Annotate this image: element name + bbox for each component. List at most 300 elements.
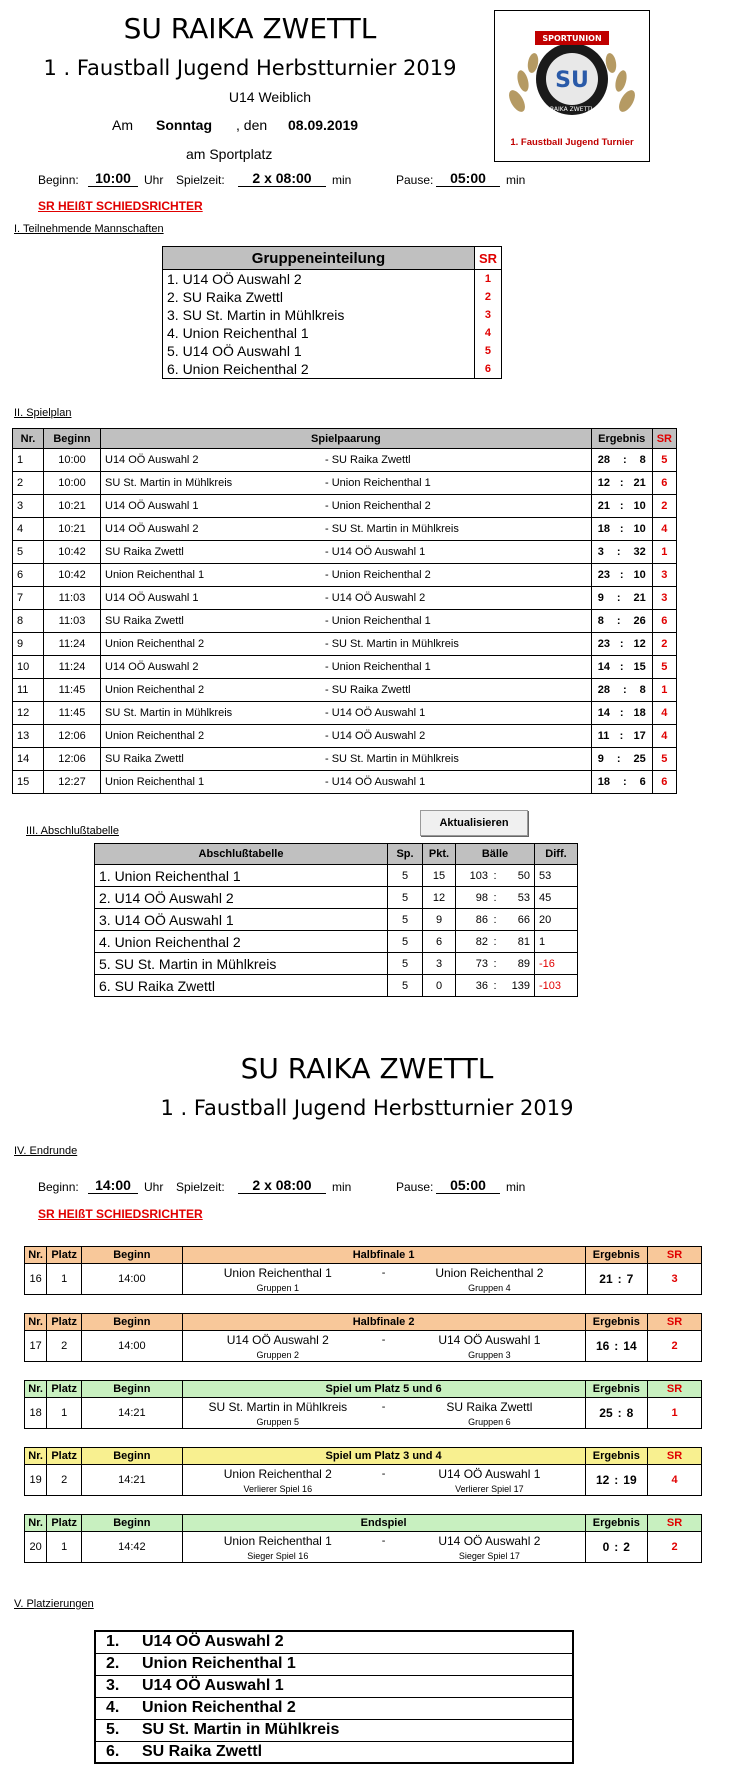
- game-row: [13, 702, 677, 725]
- final-title: Spiel um Platz 3 und 4: [182, 1448, 585, 1465]
- logo-letters: SU: [555, 68, 589, 93]
- game-team-a: SU St. Martin in Mühlkreis: [101, 702, 322, 725]
- score-sep: :: [619, 707, 624, 719]
- ranking-row: [95, 1741, 573, 1763]
- club-logo: [494, 10, 650, 162]
- game-score: [592, 523, 652, 535]
- game-sr: 4: [652, 702, 676, 725]
- venue-label: am Sportplatz: [186, 146, 273, 162]
- final-col-platz: Platz: [47, 1247, 82, 1264]
- standings-balls-sep: :: [492, 953, 498, 975]
- spielzeit-value: 2 x 08:00: [238, 170, 326, 187]
- standings-balls-sep: :: [492, 975, 498, 997]
- final-sub-b: Gruppen 6: [394, 1416, 585, 1429]
- game-team-b: - SU St. Martin in Mühlkreis: [321, 748, 591, 771]
- final-score-sep: :: [617, 1406, 622, 1420]
- score-sep: :: [619, 638, 624, 650]
- standings-pkt: 12: [423, 887, 456, 909]
- standings-row: [95, 975, 578, 997]
- final-team-b: Union Reichenthal 2: [394, 1264, 585, 1283]
- game-sr: 4: [652, 725, 676, 748]
- final-score-b: 8: [626, 1406, 634, 1420]
- final-dash: -: [373, 1398, 394, 1417]
- score-a: 21: [597, 500, 610, 512]
- final-game-table: [24, 1246, 702, 1295]
- logo-ring-text: RAIKA ZWETTL: [549, 106, 595, 113]
- club-title: SU RAIKA ZWETTL: [123, 12, 377, 45]
- game-team-a: SU Raika Zwettl: [101, 610, 322, 633]
- final-sr: 2: [648, 1532, 702, 1563]
- den-label: , den: [236, 117, 268, 133]
- final-col-sr: SR: [648, 1381, 702, 1398]
- score-a: 23: [597, 569, 610, 581]
- score-sep: :: [619, 523, 624, 535]
- tournament-title-2: 1 . Faustball Jugend Herbstturnier 2019: [160, 1096, 574, 1120]
- game-time: 11:24: [44, 633, 101, 656]
- final-sub-gap: [373, 1282, 394, 1295]
- final-dash: -: [373, 1465, 394, 1484]
- score-sep: :: [616, 753, 621, 765]
- team-name: 4. Union Reichenthal 1: [163, 324, 475, 342]
- standings-balls-b: 89: [498, 953, 535, 975]
- game-row: [13, 472, 677, 495]
- final-col-erg: Ergebnis: [585, 1247, 647, 1264]
- final-col-sr: SR: [648, 1247, 702, 1264]
- game-row: [13, 610, 677, 633]
- final-header-row: [25, 1448, 702, 1465]
- ranking-pos: 6.: [95, 1741, 138, 1763]
- standings-balls-a: 103: [456, 865, 493, 887]
- score-sep: :: [622, 454, 627, 466]
- game-team-a: Union Reichenthal 2: [101, 679, 322, 702]
- col-erg: Ergebnis: [591, 429, 652, 449]
- score-b: 32: [633, 546, 646, 558]
- standings-pkt: 3: [423, 953, 456, 975]
- final-platz: 1: [47, 1398, 82, 1429]
- standings-balls-a: 82: [456, 931, 493, 953]
- final-time: 14:00: [82, 1264, 182, 1295]
- game-score: [592, 500, 652, 512]
- final-col-nr: Nr.: [25, 1381, 47, 1398]
- game-nr: 10: [13, 656, 44, 679]
- final-team-a: Union Reichenthal 1: [182, 1264, 373, 1283]
- final-score-sep: :: [617, 1272, 622, 1286]
- game-team-a: U14 OÖ Auswahl 2: [101, 518, 322, 541]
- score-a: 18: [597, 776, 610, 788]
- game-sr: 6: [652, 771, 676, 794]
- game-result: [591, 679, 652, 702]
- game-team-b: - SU Raika Zwettl: [321, 449, 591, 472]
- game-result: [591, 725, 652, 748]
- standings-sp: 5: [388, 953, 423, 975]
- score-sep: :: [619, 477, 624, 489]
- score-b: 6: [639, 776, 646, 788]
- final-col-platz: Platz: [47, 1381, 82, 1398]
- spielzeit-label-2: Spielzeit:: [176, 1180, 225, 1194]
- score-a: 11: [597, 730, 610, 742]
- game-result: [591, 564, 652, 587]
- final-sub-a: Gruppen 2: [182, 1349, 373, 1362]
- final-title: Endspiel: [182, 1515, 585, 1532]
- ranking-row: [95, 1675, 573, 1697]
- score-a: 3: [597, 546, 604, 558]
- final-col-sr: SR: [648, 1314, 702, 1331]
- final-col-erg: Ergebnis: [585, 1314, 647, 1331]
- uhr-label: Uhr: [144, 173, 164, 187]
- final-result: [585, 1398, 647, 1429]
- final-nr: 17: [25, 1331, 47, 1362]
- game-score: [592, 730, 652, 742]
- final-score-b: 19: [623, 1473, 637, 1487]
- game-nr: 3: [13, 495, 44, 518]
- final-result: [585, 1264, 647, 1295]
- standings-pkt: 0: [423, 975, 456, 997]
- final-sub-b: Sieger Spiel 17: [394, 1550, 585, 1563]
- final-col-nr: Nr.: [25, 1448, 47, 1465]
- game-row: [13, 633, 677, 656]
- final-col-erg: Ergebnis: [585, 1515, 647, 1532]
- game-score: [592, 546, 652, 558]
- final-game-table: [24, 1447, 702, 1496]
- update-button[interactable]: Aktualisieren: [420, 810, 528, 836]
- final-team-b: U14 OÖ Auswahl 2: [394, 1532, 585, 1551]
- game-row: [13, 771, 677, 794]
- ranking-pos: 5.: [95, 1719, 138, 1741]
- final-score-a: 12: [595, 1473, 610, 1487]
- final-sr: 2: [648, 1331, 702, 1362]
- day-value: Sonntag: [156, 117, 212, 133]
- final-time: 14:00: [82, 1331, 182, 1362]
- game-team-b: - SU St. Martin in Mühlkreis: [321, 633, 591, 656]
- score-a: 28: [597, 454, 610, 466]
- game-score: [592, 638, 652, 650]
- beginn-label: Beginn:: [38, 173, 79, 187]
- game-score: [592, 753, 652, 765]
- group-sr-header: SR: [474, 247, 501, 270]
- team-name: 5. U14 OÖ Auswahl 1: [163, 342, 475, 360]
- standings-row: [95, 909, 578, 931]
- game-result: [591, 748, 652, 771]
- final-nr: 16: [25, 1264, 47, 1295]
- final-platz: 2: [47, 1465, 82, 1496]
- schedule-table: [12, 428, 677, 794]
- score-b: 15: [633, 661, 646, 673]
- final-header-row: [25, 1314, 702, 1331]
- game-team-a: Union Reichenthal 1: [101, 564, 322, 587]
- standings-balls-a: 73: [456, 953, 493, 975]
- final-platz: 1: [47, 1264, 82, 1295]
- game-score: [592, 776, 652, 788]
- final-team-a: U14 OÖ Auswahl 2: [182, 1331, 373, 1350]
- pause-label-2: Pause:: [396, 1180, 434, 1194]
- team-sr: 6: [484, 363, 492, 375]
- score-sep: :: [616, 546, 621, 558]
- game-nr: 6: [13, 564, 44, 587]
- game-team-a: U14 OÖ Auswahl 1: [101, 587, 322, 610]
- final-sub-b: Gruppen 3: [394, 1349, 585, 1362]
- team-row: [163, 288, 502, 306]
- standings-diff: 20: [535, 909, 578, 931]
- final-score-a: 25: [599, 1406, 613, 1420]
- team-row: [163, 324, 502, 342]
- final-sub-gap: [373, 1550, 394, 1563]
- score-sep: :: [622, 776, 627, 788]
- standings-sp: 5: [388, 887, 423, 909]
- beginn-value-2: 14:00: [88, 1177, 138, 1194]
- section-teams-title: I. Teilnehmende Mannschaften: [14, 223, 164, 235]
- final-result: [585, 1465, 647, 1496]
- times-line: [38, 170, 538, 192]
- game-team-b: - U14 OÖ Auswahl 2: [321, 725, 591, 748]
- ranking-table: [94, 1630, 574, 1764]
- final-score-a: 16: [595, 1339, 610, 1353]
- ranking-team: SU St. Martin in Mühlkreis: [138, 1719, 573, 1741]
- standings-balls-b: 53: [498, 887, 535, 909]
- final-team-b: SU Raika Zwettl: [394, 1398, 585, 1417]
- game-row: [13, 541, 677, 564]
- game-nr: 14: [13, 748, 44, 771]
- score-a: 12: [597, 477, 610, 489]
- game-time: 11:03: [44, 587, 101, 610]
- team-sr: 4: [484, 327, 492, 339]
- game-team-b: - SU Raika Zwettl: [321, 679, 591, 702]
- final-sub-gap: [373, 1483, 394, 1496]
- section-ranking-title: V. Platzierungen: [14, 1598, 94, 1610]
- min-label-2: min: [506, 173, 526, 187]
- team-name: 6. Union Reichenthal 2: [163, 360, 475, 379]
- times-line-2: [38, 1177, 538, 1199]
- final-sr: 4: [648, 1465, 702, 1496]
- ranking-team: Union Reichenthal 2: [138, 1697, 573, 1719]
- final-col-sr: SR: [648, 1515, 702, 1532]
- final-sub-a: Gruppen 1: [182, 1282, 373, 1295]
- score-a: 14: [597, 661, 610, 673]
- final-sub-gap: [373, 1349, 394, 1362]
- score-a: 23: [597, 638, 610, 650]
- game-sr: 5: [652, 748, 676, 771]
- final-col-platz: Platz: [47, 1314, 82, 1331]
- group-header: Gruppeneinteilung: [163, 247, 475, 270]
- final-result: [585, 1331, 647, 1362]
- ranking-team: U14 OÖ Auswahl 2: [138, 1631, 573, 1653]
- final-col-beginn: Beginn: [82, 1381, 182, 1398]
- team-sr: 1: [484, 273, 492, 285]
- standings-sp: 5: [388, 931, 423, 953]
- st-col-diff: Diff.: [535, 844, 578, 865]
- final-col-nr: Nr.: [25, 1515, 47, 1532]
- final-title: Halbfinale 2: [182, 1314, 585, 1331]
- game-time: 10:21: [44, 518, 101, 541]
- game-time: 10:00: [44, 472, 101, 495]
- team-name: 1. U14 OÖ Auswahl 2: [163, 270, 475, 289]
- standings-row: [95, 953, 578, 975]
- min-label: min: [332, 173, 352, 187]
- game-row: [13, 587, 677, 610]
- game-team-b: - Union Reichenthal 1: [321, 610, 591, 633]
- game-nr: 7: [13, 587, 44, 610]
- game-time: 10:42: [44, 564, 101, 587]
- spielzeit-label: Spielzeit:: [176, 173, 225, 187]
- game-nr: 13: [13, 725, 44, 748]
- final-time: 14:21: [82, 1398, 182, 1429]
- game-team-b: - Union Reichenthal 1: [321, 656, 591, 679]
- score-b: 25: [633, 753, 646, 765]
- beginn-value: 10:00: [88, 170, 138, 187]
- standings-diff: -103: [535, 975, 578, 997]
- final-team-b: U14 OÖ Auswahl 1: [394, 1331, 585, 1350]
- game-team-b: - U14 OÖ Auswahl 1: [321, 702, 591, 725]
- beginn-label-2: Beginn:: [38, 1180, 79, 1194]
- score-b: 10: [633, 569, 646, 581]
- final-time: 14:21: [82, 1465, 182, 1496]
- final-score-b: 14: [623, 1339, 637, 1353]
- final-dash: -: [373, 1532, 394, 1551]
- game-nr: 15: [13, 771, 44, 794]
- game-nr: 12: [13, 702, 44, 725]
- game-nr: 9: [13, 633, 44, 656]
- score-sep: :: [619, 500, 624, 512]
- standings-row: [95, 887, 578, 909]
- score-b: 18: [633, 707, 646, 719]
- game-result: [591, 610, 652, 633]
- final-col-platz: Platz: [47, 1448, 82, 1465]
- col-beginn: Beginn: [44, 429, 101, 449]
- game-team-a: SU Raika Zwettl: [101, 748, 322, 771]
- game-sr: 3: [652, 587, 676, 610]
- final-time: 14:42: [82, 1532, 182, 1563]
- game-team-a: U14 OÖ Auswahl 1: [101, 495, 322, 518]
- game-nr: 1: [13, 449, 44, 472]
- game-score: [592, 615, 652, 627]
- final-col-beginn: Beginn: [82, 1314, 182, 1331]
- standings-balls-a: 86: [456, 909, 493, 931]
- group-table: [162, 246, 502, 379]
- team-name: 3. SU St. Martin in Mühlkreis: [163, 306, 475, 324]
- score-b: 8: [639, 684, 646, 696]
- game-team-a: U14 OÖ Auswahl 2: [101, 449, 322, 472]
- col-sr: SR: [652, 429, 676, 449]
- score-b: 21: [633, 592, 646, 604]
- game-result: [591, 472, 652, 495]
- score-a: 14: [597, 707, 610, 719]
- score-b: 12: [633, 638, 646, 650]
- game-time: 11:03: [44, 610, 101, 633]
- am-label: Am: [112, 117, 133, 133]
- game-sr: 2: [652, 495, 676, 518]
- category-label: U14 Weiblich: [228, 89, 312, 105]
- game-time: 10:00: [44, 449, 101, 472]
- final-header-row: [25, 1515, 702, 1532]
- game-result: [591, 633, 652, 656]
- game-result: [591, 587, 652, 610]
- game-row: [13, 564, 677, 587]
- final-game-table: [24, 1313, 702, 1362]
- final-sub-a: Sieger Spiel 16: [182, 1550, 373, 1563]
- section-standings-title: III. Abschlußtabelle: [26, 825, 119, 837]
- final-row: [25, 1331, 702, 1350]
- game-row: [13, 679, 677, 702]
- score-a: 18: [597, 523, 610, 535]
- game-sr: 5: [652, 449, 676, 472]
- game-time: 12:06: [44, 725, 101, 748]
- game-team-a: Union Reichenthal 1: [101, 771, 322, 794]
- ranking-row: [95, 1631, 573, 1653]
- team-row: [163, 306, 502, 324]
- score-sep: :: [619, 730, 624, 742]
- score-a: 28: [597, 684, 610, 696]
- standings-team: 4. Union Reichenthal 2: [95, 931, 388, 953]
- final-col-beginn: Beginn: [82, 1448, 182, 1465]
- standings-table: [94, 843, 578, 997]
- final-game-table: [24, 1380, 702, 1429]
- game-score: [592, 684, 652, 696]
- score-b: 10: [633, 523, 646, 535]
- score-b: 26: [633, 615, 646, 627]
- standings-pkt: 9: [423, 909, 456, 931]
- standings-balls-b: 81: [498, 931, 535, 953]
- game-time: 11:45: [44, 702, 101, 725]
- final-row: [25, 1532, 702, 1551]
- score-a: 9: [597, 592, 604, 604]
- final-row: [25, 1465, 702, 1484]
- final-platz: 1: [47, 1532, 82, 1563]
- final-col-erg: Ergebnis: [585, 1448, 647, 1465]
- final-score-sep: :: [614, 1473, 619, 1487]
- uhr-label-2: Uhr: [144, 1180, 164, 1194]
- final-team-a: Union Reichenthal 2: [182, 1465, 373, 1484]
- game-team-a: U14 OÖ Auswahl 2: [101, 656, 322, 679]
- standings-team: 3. U14 OÖ Auswahl 1: [95, 909, 388, 931]
- score-a: 8: [597, 615, 604, 627]
- final-header-row: [25, 1247, 702, 1264]
- game-team-b: - U14 OÖ Auswahl 1: [321, 541, 591, 564]
- date-value: 08.09.2019: [288, 117, 359, 133]
- game-score: [592, 569, 652, 581]
- ranking-team: Union Reichenthal 1: [138, 1653, 573, 1675]
- final-col-nr: Nr.: [25, 1247, 47, 1264]
- ranking-row: [95, 1697, 573, 1719]
- standings-balls-sep: :: [492, 931, 498, 953]
- game-sr: 6: [652, 610, 676, 633]
- standings-balls-sep: :: [492, 887, 498, 909]
- standings-row: [95, 931, 578, 953]
- game-row: [13, 656, 677, 679]
- final-score-sep: :: [614, 1540, 619, 1554]
- game-time: 12:27: [44, 771, 101, 794]
- team-sr: 2: [484, 291, 492, 303]
- game-row: [13, 725, 677, 748]
- game-result: [591, 771, 652, 794]
- final-dash: -: [373, 1331, 394, 1350]
- final-sr: 3: [648, 1264, 702, 1295]
- pause-value-2: 05:00: [436, 1177, 500, 1194]
- game-time: 10:21: [44, 495, 101, 518]
- standings-diff: 1: [535, 931, 578, 953]
- logo-caption: 1. Faustball Jugend Turnier: [510, 137, 634, 148]
- standings-balls-sep: :: [492, 865, 498, 887]
- game-row: [13, 748, 677, 771]
- club-title-2: SU RAIKA ZWETTL: [240, 1052, 494, 1085]
- game-nr: 8: [13, 610, 44, 633]
- final-col-sr: SR: [648, 1448, 702, 1465]
- standings-sp: 5: [388, 865, 423, 887]
- final-team-b: U14 OÖ Auswahl 1: [394, 1465, 585, 1484]
- score-b: 21: [633, 477, 646, 489]
- standings-sp: 5: [388, 975, 423, 997]
- standings-team: 2. U14 OÖ Auswahl 2: [95, 887, 388, 909]
- ranking-team: SU Raika Zwettl: [138, 1741, 573, 1763]
- final-row: [25, 1264, 702, 1283]
